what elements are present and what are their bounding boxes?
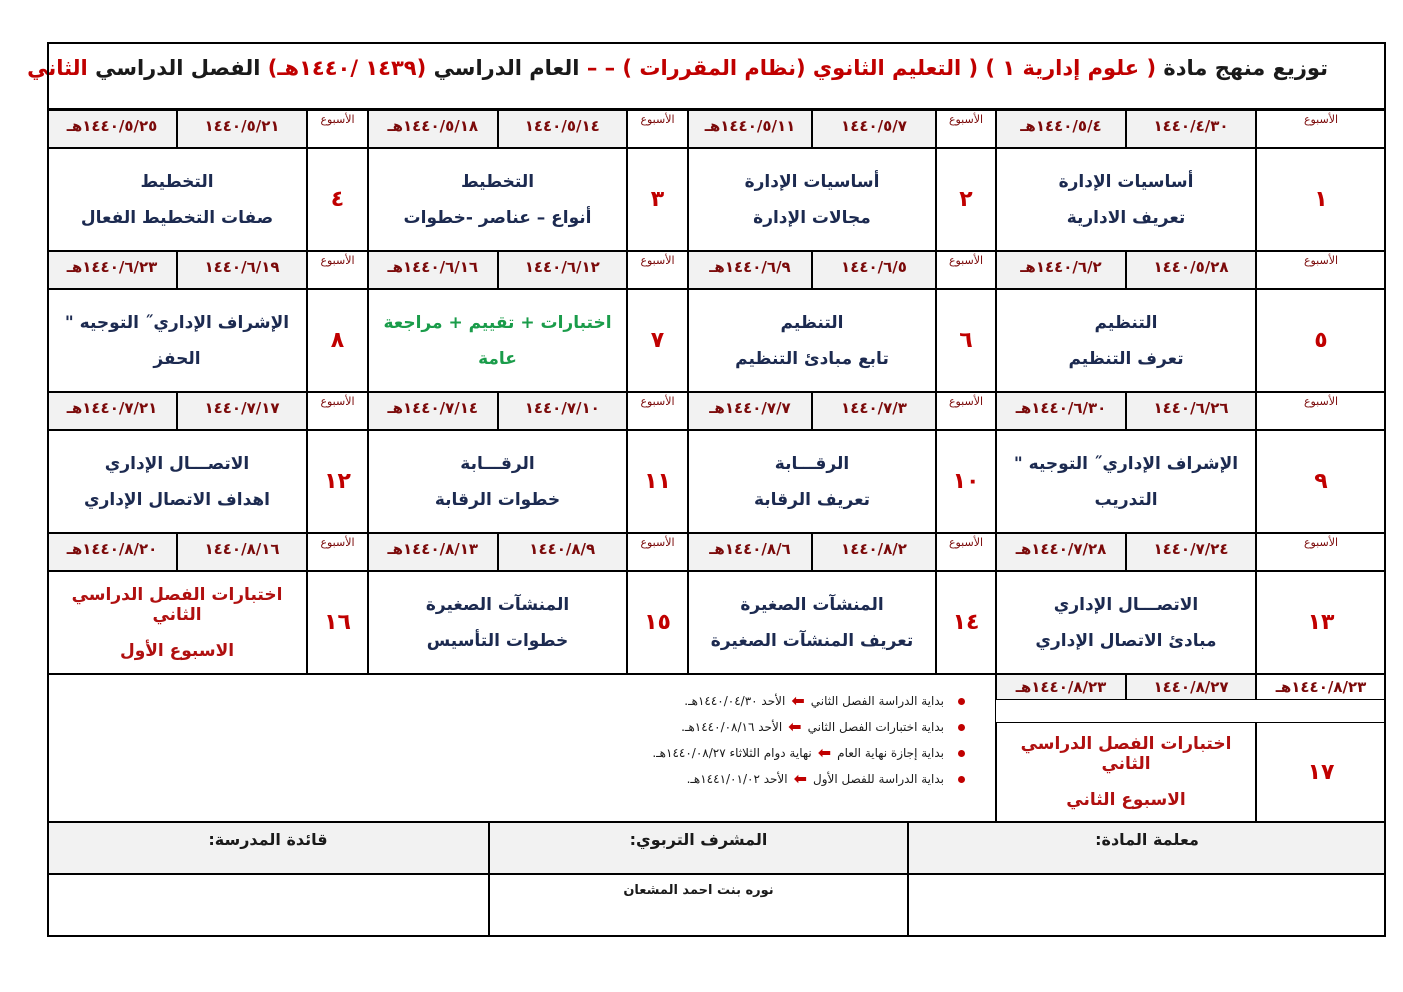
week-number: ١١: [627, 430, 688, 533]
week-start-date: ١٤٤٠/٤/٣٠: [1126, 110, 1256, 148]
week-topic: الرقـــابة: [460, 453, 535, 474]
title-part3: العام الدراسي: [433, 56, 580, 80]
week-end-date: ١٤٤٠/٦/٢٣هـ: [47, 251, 177, 289]
week-label: الأسبوع: [627, 533, 688, 571]
week-topic: الرقـــابة: [774, 453, 850, 474]
week-label: الأسبوع: [936, 110, 996, 148]
week-subtopic: الاسبوع الأول: [119, 640, 235, 661]
teacher-signature[interactable]: [908, 874, 1386, 937]
week-start-date: ١٤٤٠/٧/٢٤: [1126, 533, 1256, 571]
week-end-date: ١٤٤٠/٦/٢هـ: [996, 251, 1126, 289]
week-content: [688, 148, 936, 251]
week-topic: المنشآت الصغيرة: [425, 594, 570, 615]
week-number: ٣: [627, 148, 688, 251]
week-end-date: ١٤٤٠/٥/٢٥هـ: [47, 110, 177, 148]
week-content: [996, 430, 1256, 533]
week-topic: التنظيم: [1094, 312, 1158, 333]
week-number: ١٠: [936, 430, 996, 533]
week-end-date: ١٤٤٠/٥/٤هـ: [996, 110, 1126, 148]
week-content: [368, 289, 627, 392]
week-start-date: ١٤٤٠/٥/١٤: [498, 110, 628, 148]
week-number: ٧: [627, 289, 688, 392]
week17-label-date: ١٤٤٠/٨/٢٣هـ: [1256, 674, 1386, 700]
week-start-date: ١٤٤٠/٧/٣: [812, 392, 936, 430]
week-content: [688, 430, 936, 533]
week-start-date: ١٤٤٠/٨/٢: [812, 533, 936, 571]
week-number: ١٢: [307, 430, 368, 533]
week-content: [996, 289, 1256, 392]
week-label: الأسبوع: [1256, 251, 1386, 289]
week-end-date: ١٤٤٠/٨/٦هـ: [688, 533, 812, 571]
page-title: [27, 56, 1328, 80]
week-label: الأسبوع: [307, 251, 368, 289]
note-item: [540, 766, 965, 792]
week-start-date: ١٤٤٠/٧/١٧: [177, 392, 307, 430]
week-topic: الإشراف الإداري˝ التوجيه ": [64, 312, 290, 333]
week-label: الأسبوع: [307, 392, 368, 430]
arrow-left-icon: ⬅: [788, 717, 802, 736]
week-content: [688, 571, 936, 674]
principal-label: قائدة المدرسة:: [47, 822, 489, 874]
week-subtopic: خطوات الرقابة: [434, 489, 561, 510]
title-subject: ( علوم إدارية ١ ): [985, 56, 1157, 80]
week-topic: الاتصـــال الإداري: [1053, 594, 1199, 615]
week-number: ٢: [936, 148, 996, 251]
week-end-date: ١٤٤٠/٥/١١هـ: [688, 110, 812, 148]
note-value: الأحد ١٤٤٠/٠٨/١٦هـ.: [681, 720, 783, 734]
week-subtopic: تابع مبادئ التنظيم: [735, 348, 889, 369]
week-label: الأسبوع: [1256, 533, 1386, 571]
week-topic: التنظيم: [780, 312, 844, 333]
note-value: الأحد ١٤٤١/٠١/٠٢هـ.: [686, 772, 788, 786]
week-content: [368, 571, 627, 674]
week17-start-date: ١٤٤٠/٨/٢٧: [1126, 674, 1256, 700]
week-content: [688, 289, 936, 392]
week-content: [996, 148, 1256, 251]
week-start-date: ١٤٤٠/٥/٢٨: [1126, 251, 1256, 289]
week-start-date: ١٤٤٠/٥/٧: [812, 110, 936, 148]
week-topic: أساسيات الإدارة: [744, 171, 880, 192]
week-start-date: ١٤٤٠/٦/٢٦: [1126, 392, 1256, 430]
week-topic: أساسيات الإدارة: [1058, 171, 1194, 192]
week17-content: [996, 722, 1256, 822]
note-label: بداية الدراسة للفصل الأول: [813, 772, 944, 786]
week-subtopic: التدريب: [1094, 489, 1158, 510]
week-number: ١٣: [1256, 571, 1386, 674]
title-part1: توزيع منهج مادة: [1163, 56, 1328, 80]
week-subtopic: عامة: [478, 348, 517, 369]
week-label: الأسبوع: [1256, 110, 1386, 148]
week-topic: الإشراف الإداري˝ التوجيه ": [1013, 453, 1239, 474]
bullet-icon: [958, 698, 965, 705]
week-end-date: ١٤٤٠/٧/١٤هـ: [368, 392, 498, 430]
week17-number: ١٧: [1256, 722, 1386, 822]
week-start-date: ١٤٤٠/٦/٥: [812, 251, 936, 289]
week-number: ١: [1256, 148, 1386, 251]
week-start-date: ١٤٤٠/٨/١٦: [177, 533, 307, 571]
arrow-left-icon: ⬅: [791, 691, 805, 710]
title-term: الثاني: [27, 56, 88, 80]
week-content: [996, 571, 1256, 674]
week-label: الأسبوع: [936, 251, 996, 289]
bullet-icon: [958, 724, 965, 731]
week-end-date: ١٤٤٠/٨/١٣هـ: [368, 533, 498, 571]
week-subtopic: تعرف التنظيم: [1068, 348, 1184, 369]
week-subtopic: تعريف المنشآت الصغيرة: [710, 630, 914, 651]
bullet-icon: [958, 750, 965, 757]
week-number: ٨: [307, 289, 368, 392]
note-label: بداية الدراسة الفصل الثاني: [810, 694, 944, 708]
week-end-date: ١٤٤٠/٦/٩هـ: [688, 251, 812, 289]
week-subtopic: تعريف الرقابة: [753, 489, 871, 510]
note-item: [540, 740, 965, 766]
week-number: ٦: [936, 289, 996, 392]
week-end-date: ١٤٤٠/٦/١٦هـ: [368, 251, 498, 289]
week-subtopic: خطوات التأسيس: [426, 630, 569, 651]
title-year: (١٤٣٩ /١٤٤٠هـ): [267, 56, 427, 80]
week-content: [368, 430, 627, 533]
title-part4: الفصل الدراسي: [95, 56, 261, 80]
week17-sub: الاسبوع الثاني: [1066, 790, 1186, 810]
week-label: الأسبوع: [627, 110, 688, 148]
supervisor-label: المشرف التربوي:: [489, 822, 908, 874]
bullet-icon: [958, 776, 965, 783]
week-label: الأسبوع: [936, 392, 996, 430]
week-end-date: ١٤٤٠/٧/٧هـ: [688, 392, 812, 430]
week17-end-date: ١٤٤٠/٨/٢٣هـ: [996, 674, 1126, 700]
week-end-date: ١٤٤٠/٥/١٨هـ: [368, 110, 498, 148]
week-subtopic: اهداف الاتصال الإداري: [84, 489, 271, 510]
notes-list: [540, 688, 965, 792]
week-topic: التخطيط: [460, 171, 535, 192]
week-subtopic: مبادئ الاتصال الإداري: [1035, 630, 1217, 651]
note-value: نهاية دوام الثلاثاء ١٤٤٠/٠٨/٢٧هـ.: [652, 746, 812, 760]
week-content: [368, 148, 627, 251]
principal-signature[interactable]: [47, 874, 489, 937]
week-topic: الاتصـــال الإداري: [104, 453, 250, 474]
week-start-date: ١٤٤٠/٦/١٢: [498, 251, 628, 289]
week-start-date: ١٤٤٠/٦/١٩: [177, 251, 307, 289]
title-bar: [27, 42, 1386, 110]
week-label: الأسبوع: [307, 533, 368, 571]
note-label: بداية إجازة نهاية العام: [837, 746, 944, 760]
week-topic: اختبارات + تقييم + مراجعة: [383, 312, 612, 333]
week-content: [47, 571, 307, 674]
week-end-date: ١٤٤٠/٦/٣٠هـ: [996, 392, 1126, 430]
week-number: ١٤: [936, 571, 996, 674]
week-subtopic: صفات التخطيط الفعال: [80, 207, 274, 228]
week-start-date: ١٤٤٠/٨/٩: [498, 533, 628, 571]
week-content: [47, 289, 307, 392]
week-label: الأسبوع: [627, 251, 688, 289]
week-number: ١٦: [307, 571, 368, 674]
week-label: الأسبوع: [307, 110, 368, 148]
note-item: [540, 688, 965, 714]
week-number: ٤: [307, 148, 368, 251]
note-value: الأحد ١٤٤٠/٠٤/٣٠هـ.: [684, 694, 786, 708]
arrow-left-icon: ⬅: [817, 743, 832, 762]
week-subtopic: الحفز: [153, 348, 201, 369]
week-label: الأسبوع: [1256, 392, 1386, 430]
week-start-date: ١٤٤٠/٥/٢١: [177, 110, 307, 148]
week-label: الأسبوع: [627, 392, 688, 430]
week-topic: المنشآت الصغيرة: [740, 594, 884, 615]
week-start-date: ١٤٤٠/٧/١٠: [498, 392, 628, 430]
week-content: [47, 148, 307, 251]
week-number: ٩: [1256, 430, 1386, 533]
week-label: الأسبوع: [936, 533, 996, 571]
week-subtopic: مجالات الإدارة: [753, 207, 871, 228]
week17-topic: اختبارات الفصل الدراسي الثاني: [1020, 734, 1232, 774]
week-topic: التخطيط: [140, 171, 214, 192]
week-number: ١٥: [627, 571, 688, 674]
teacher-label: معلمة المادة:: [908, 822, 1386, 874]
week-end-date: ١٤٤٠/٨/٢٠هـ: [47, 533, 177, 571]
week-subtopic: تعريف الادارية: [1066, 207, 1186, 228]
week-subtopic: أنواع – عناصر -خطوات: [403, 207, 592, 228]
note-item: [540, 714, 965, 740]
arrow-left-icon: ⬅: [793, 769, 808, 788]
week-end-date: ١٤٤٠/٧/٢١هـ: [47, 392, 177, 430]
note-label: بداية اختبارات الفصل الثاني: [807, 720, 944, 734]
week-content: [47, 430, 307, 533]
week-topic: اختبارات الفصل الدراسي الثاني: [71, 584, 283, 625]
supervisor-name: نوره بنت احمد المشعان: [489, 874, 908, 937]
week-end-date: ١٤٤٠/٧/٢٨هـ: [996, 533, 1126, 571]
title-part2: ( التعليم الثانوي (نظام المقررات ) – –: [586, 56, 979, 80]
week-number: ٥: [1256, 289, 1386, 392]
